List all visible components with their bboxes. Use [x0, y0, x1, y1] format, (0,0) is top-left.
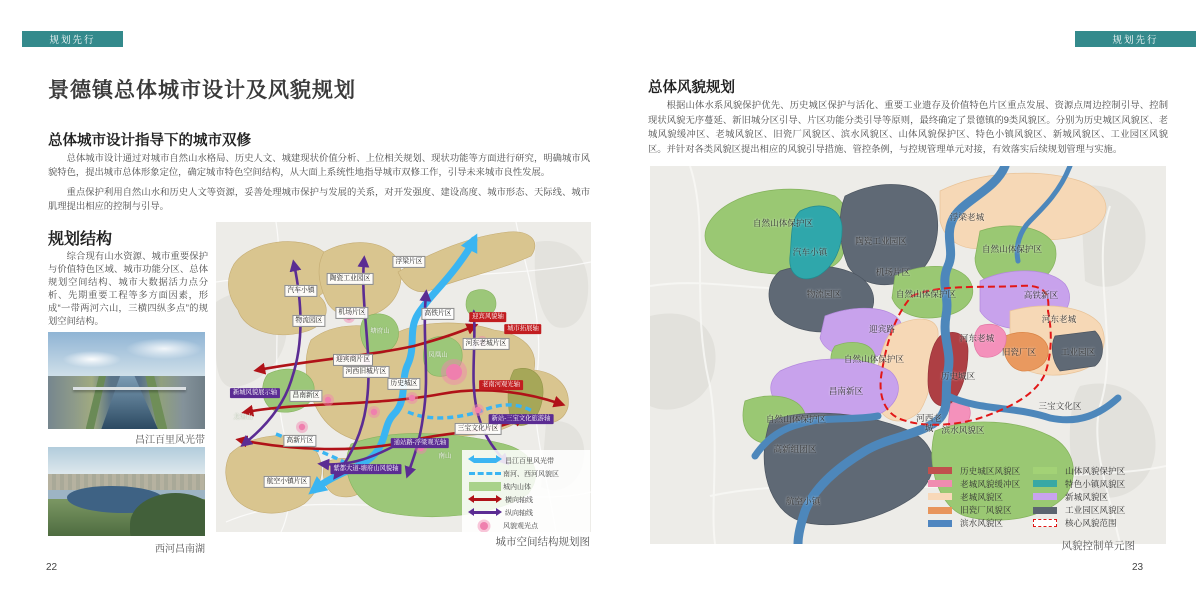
- zone-label: 高铁新区: [1023, 290, 1059, 300]
- newtown-swatch: [1033, 493, 1057, 500]
- zone-label: 机场片区: [875, 267, 911, 277]
- district-label: 陶瓷工业园区: [327, 273, 374, 285]
- core-boundary-swatch: [1033, 519, 1057, 527]
- page-number-right: 23: [1132, 562, 1144, 573]
- legend-item: 老城风貌缓冲区: [928, 477, 1020, 490]
- photo-bridge: [73, 387, 186, 390]
- zone-label: 陶瓷工业园区: [855, 236, 907, 246]
- district-label: 高铁片区: [421, 308, 454, 320]
- industrial-park-swatch: [1033, 507, 1057, 514]
- district-label: 迎宾商片区: [333, 354, 373, 366]
- blue-dashed-swatch: [469, 472, 501, 475]
- historic-district-swatch: [928, 467, 952, 474]
- zone-label: 河西老城: [916, 413, 942, 433]
- green-area-swatch: [469, 482, 501, 491]
- district-label: 机场片区: [335, 307, 368, 319]
- photo2-caption: 西河昌南湖: [155, 544, 205, 555]
- hill-label: 龙塘山: [233, 413, 253, 421]
- map-urban-structure: [216, 222, 591, 532]
- legend-item: 滨水风貌区: [928, 517, 1020, 530]
- legend-item: 风貌观光点: [467, 519, 585, 532]
- zone-label: 自然山体保护区: [895, 289, 957, 299]
- right-section-paragraph: 根据山体水系风貌保护优先、历史城区保护与活化、重要工业遗存及价值特色片区重点发展、资源点周边控制引导、控制现状风貌无序蔓延、新旧城分区引导、片区功能分类引导等原则，最终确定了景德镇的9类风貌区。分别为历史城区风貌区、老城风貌缓冲区、老城风貌区、旧瓷厂风貌区、滨水风貌区、山体风貌保护区、特色小镇风貌区、新城风貌区、工业园区风貌区。并针对各类风貌区提出相应的风貌引导措施、管控条例，与控规管理单元对接，有效落实后续规划管理与实施。: [648, 100, 1168, 154]
- zone-label: 自然山体保护区: [765, 414, 827, 424]
- zone-label: 河东老城: [959, 333, 995, 343]
- legend-item: 南河、西河风貌区: [467, 467, 585, 480]
- axis-badge: 新站-三宝文化旅游轴: [489, 414, 554, 424]
- section2-paragraph: 综合现有山水资源、城市重要保护与价值特色区域、城市功能分区、总体规划空间结构、城市大数据活力点分析、先期重要工程等多方面因素，形成“一带两河六山，三横四纵多点”的规划空间结构。: [48, 251, 208, 326]
- legend-item: 特色小镇风貌区: [1033, 477, 1125, 490]
- legend-item: 横向轴线: [467, 493, 585, 506]
- district-label: 航空小镇片区: [264, 476, 311, 488]
- zone-label: 历史城区: [940, 371, 976, 381]
- photo-changjiang-river: [48, 332, 205, 429]
- section2-heading: 规划结构: [48, 231, 113, 248]
- axis-badge: 迎宾风貌轴: [469, 312, 506, 322]
- zone-label: 自然山体保护区: [981, 244, 1043, 254]
- zone-label: 汽车小镇: [792, 247, 828, 257]
- legend-item: 昌江百里风光带: [467, 454, 585, 467]
- district-label: 河西旧城片区: [343, 366, 390, 378]
- zone-label: 物流园区: [806, 289, 842, 299]
- map-legend: [462, 450, 590, 532]
- legend-item: 山体风貌保护区: [1033, 464, 1125, 477]
- oldtown-buffer-swatch: [928, 480, 952, 487]
- zone-label: 旧瓷厂区: [1001, 347, 1037, 357]
- zone-label: 昌南新区: [828, 386, 864, 396]
- zone-label: 自然山体保护区: [752, 218, 814, 228]
- map-style-control-units: [650, 166, 1166, 544]
- zone-label: 河东老城: [1041, 314, 1077, 324]
- header-tag-left: [22, 31, 123, 47]
- legend-item: 老城风貌区: [928, 490, 1020, 503]
- zone-label: 浮梁老城: [949, 212, 985, 222]
- legend-item: 工业园区风貌区: [1033, 504, 1125, 517]
- legend-item: 历史城区风貌区: [928, 464, 1020, 477]
- legend-item: 新城风貌区: [1033, 490, 1125, 503]
- zone-label: 滨水风貌区: [941, 425, 985, 435]
- page-number-left: 22: [46, 562, 58, 573]
- legend-item: 核心风貌范围: [1033, 517, 1125, 530]
- district-label: 高新片区: [283, 435, 316, 447]
- blue-double-arrow-swatch: [474, 458, 496, 463]
- oldtown-swatch: [928, 493, 952, 500]
- hill-label: 南山: [438, 452, 452, 460]
- waterfront-swatch: [928, 520, 952, 527]
- district-label: 物流园区: [292, 315, 325, 327]
- district-label: 昌南新区: [289, 390, 322, 402]
- district-label: 河东老城片区: [463, 338, 510, 350]
- district-label: 浮梁片区: [392, 256, 425, 268]
- header-tag-right-label: 规划先行: [1112, 35, 1159, 46]
- photo1-caption: 昌江百里风光带: [135, 435, 205, 446]
- axis-badge: 通站路-浮梁观光轴: [391, 438, 449, 448]
- legend-item: 纵向轴线: [467, 506, 585, 519]
- district-label: 汽车小镇: [284, 285, 317, 297]
- page-title: 景德镇总体城市设计及风貌规划: [48, 79, 356, 102]
- header-tag-left-label: 规划先行: [49, 35, 96, 46]
- zone-label: 航空小镇: [785, 496, 821, 506]
- photo-changnan-lake: [48, 447, 205, 536]
- zone-label: 工业园区: [1060, 347, 1096, 357]
- mountain-protection-swatch: [1033, 467, 1057, 474]
- legend-item: 城内山体: [467, 480, 585, 493]
- purple-double-arrow-swatch: [474, 511, 496, 514]
- right-section-heading: 总体风貌规划: [648, 80, 735, 96]
- axis-badge: 紫都大道-塘府山风貌轴: [330, 464, 401, 474]
- zone-label: 迎宾路: [869, 324, 895, 334]
- right-map-caption: 风貌控制单元图: [1061, 540, 1135, 552]
- axis-badge: 老南河观光轴: [479, 380, 523, 390]
- axis-badge: 城市拓展轴: [504, 324, 541, 334]
- map-legend-col1: [928, 464, 1020, 530]
- section1-paragraph-2: 重点保护利用自然山水和历史人文等资源，妥善处理城市保护与发展的关系，对开发强度、建设高度、城市形态、天际线、城市肌理提出相应的控制与引导。: [48, 187, 590, 211]
- axis-badge: 新城风貌展示轴: [230, 388, 280, 398]
- map-legend-col2: [1033, 464, 1125, 530]
- zone-label: 三宝文化区: [1038, 401, 1082, 411]
- left-map-caption: 城市空间结构规划图: [495, 536, 590, 548]
- header-tag-right: [1075, 31, 1196, 47]
- district-label: 历史城区: [387, 378, 420, 390]
- feature-town-swatch: [1033, 480, 1057, 487]
- zone-label: 自然山体保护区: [843, 354, 905, 364]
- pink-dot-swatch: [480, 522, 488, 530]
- porcelain-factory-swatch: [928, 507, 952, 514]
- red-double-arrow-swatch: [474, 498, 496, 501]
- legend-item: 旧瓷厂风貌区: [928, 504, 1020, 517]
- section1-paragraph-1: 总体城市设计通过对城市自然山水格局、历史人文、城建现状价值分析、上位相关规划、现状功能等方面进行研究，明确城市风貌特色，提出城市总体形象定位，确定城市特色空间结构，从大面上系统性地指导城市双修工作，引导未来城市良性发展。: [48, 153, 590, 177]
- zone-label: 高新组团区: [773, 444, 817, 454]
- hill-label: 塘府山: [370, 327, 390, 335]
- photo-sky: [48, 332, 205, 376]
- section1-heading: 总体城市设计指导下的城市双修: [48, 133, 251, 149]
- district-label: 三宝文化片区: [455, 423, 502, 435]
- hill-label: 凤凰山: [428, 351, 448, 359]
